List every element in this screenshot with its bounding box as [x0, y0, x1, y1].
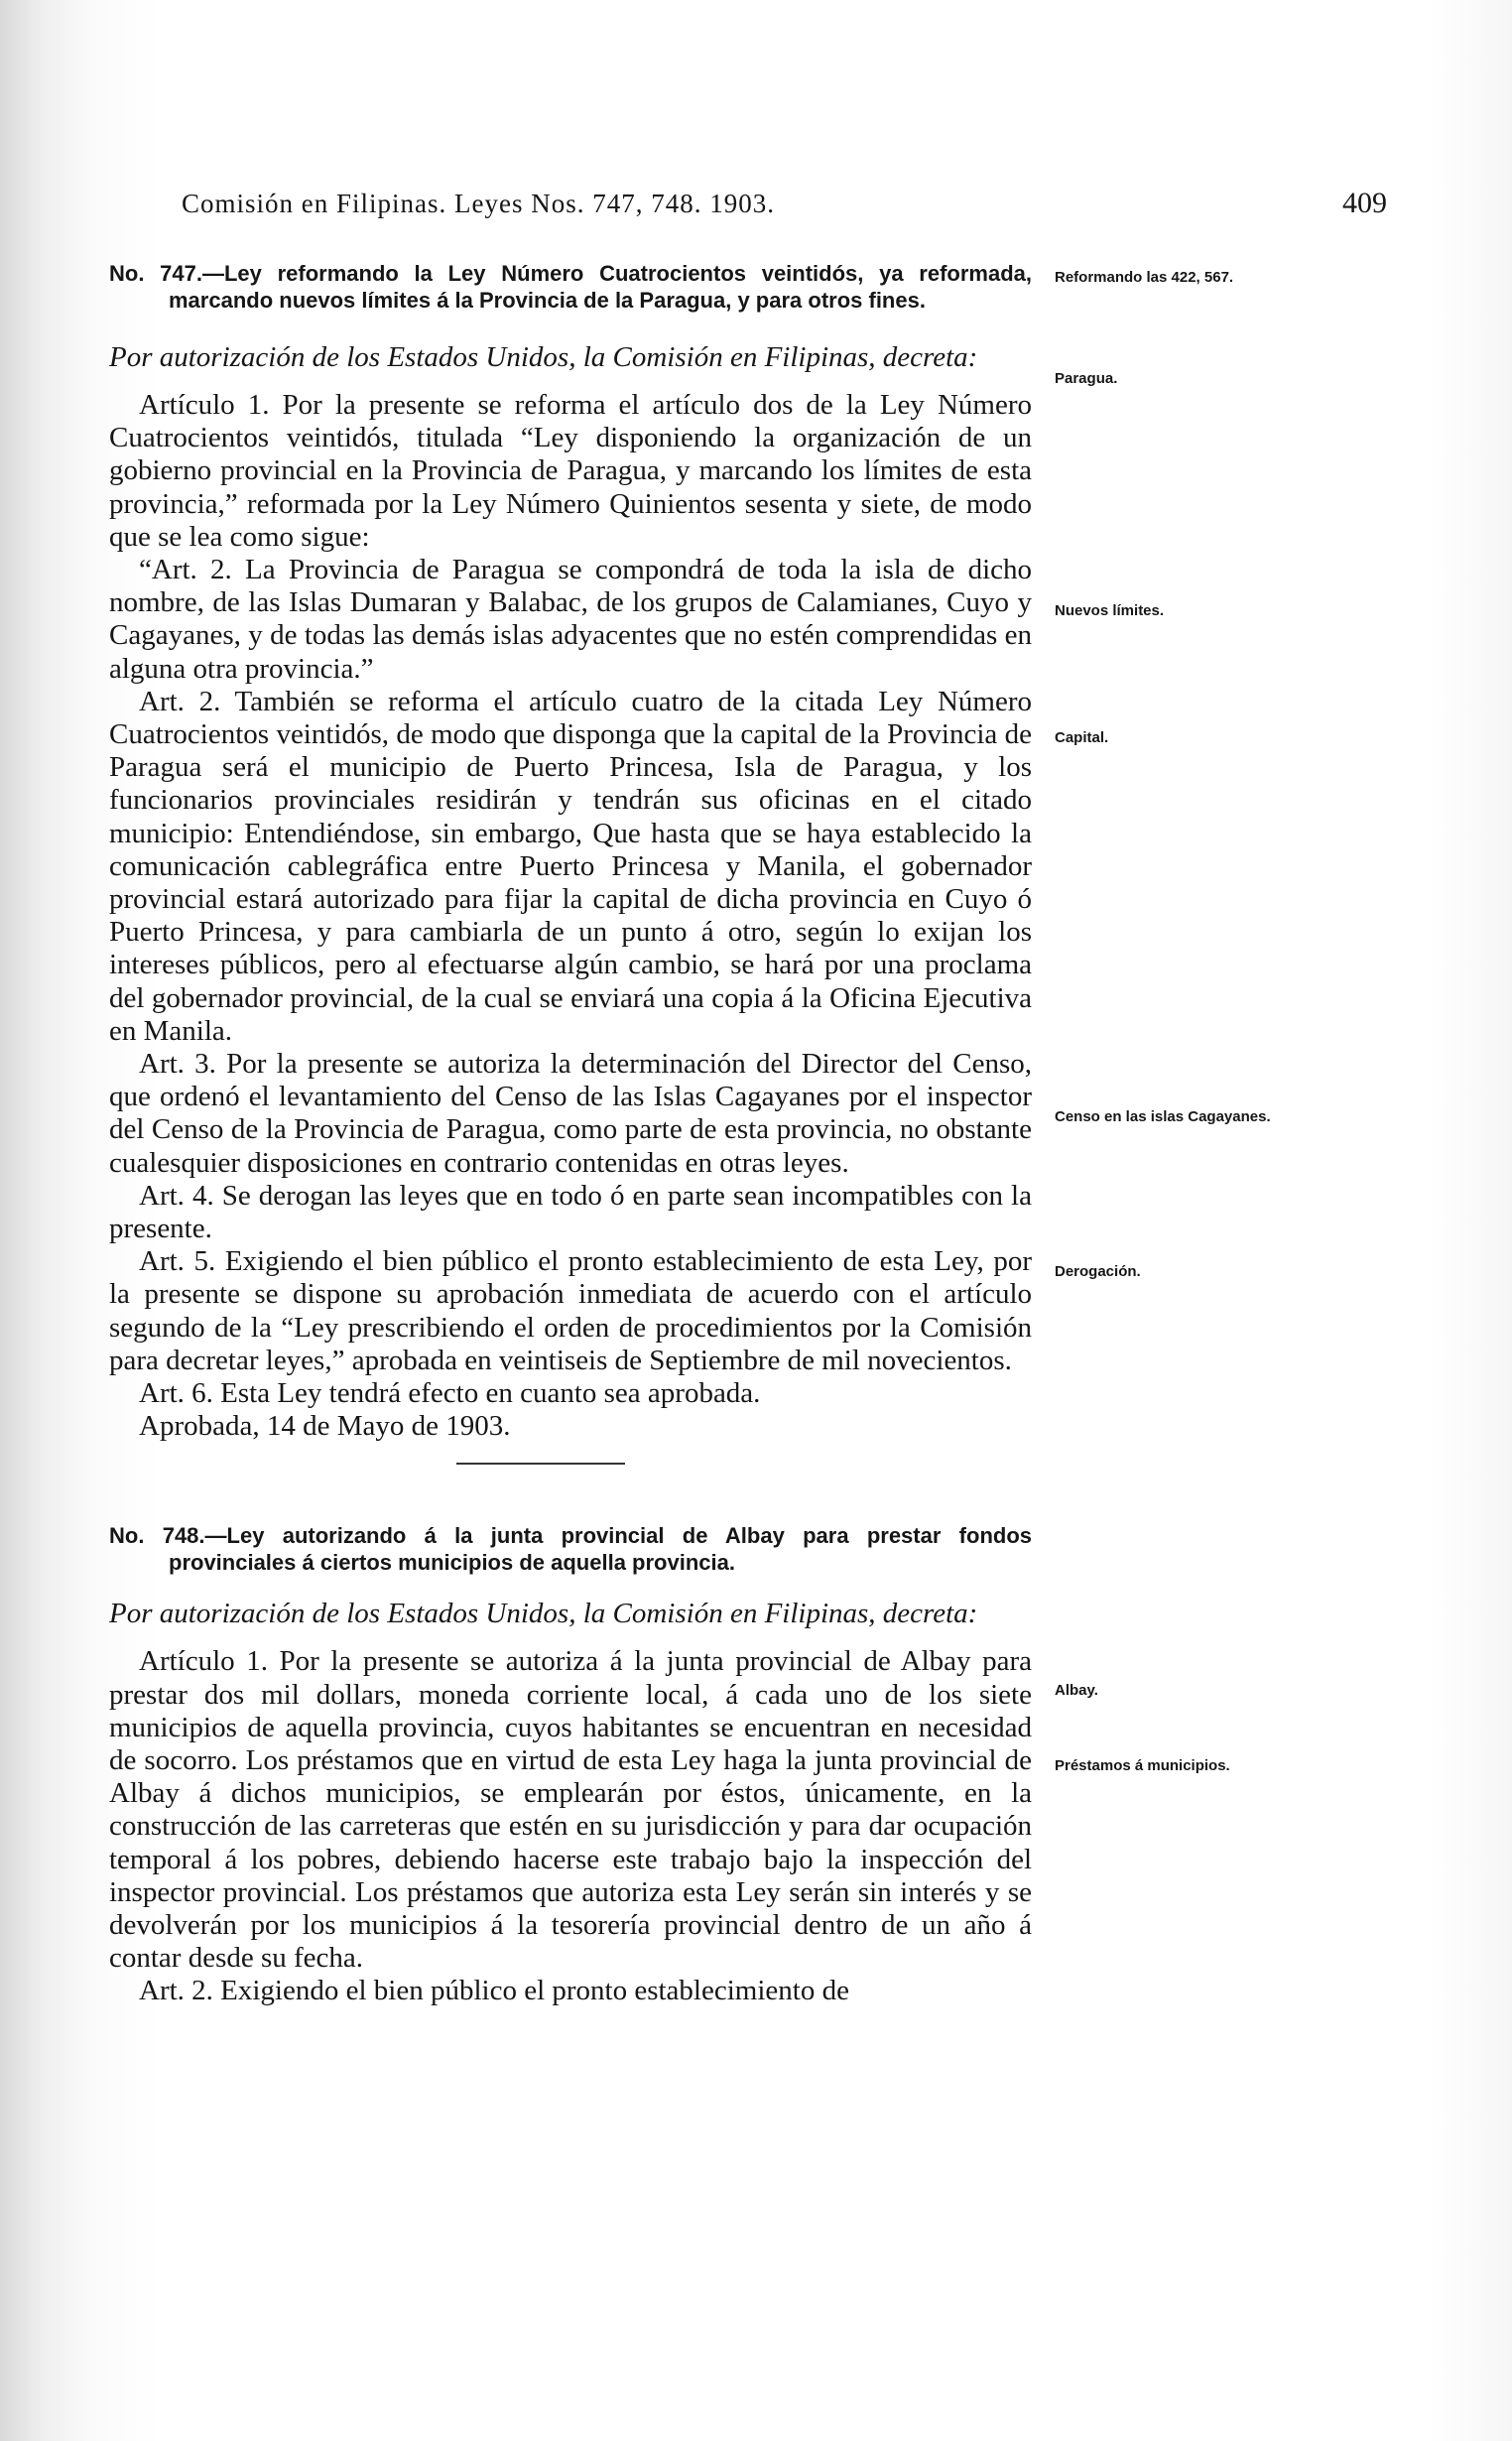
law-747-approval: Aprobada, 14 de Mayo de 1903. — [139, 1410, 511, 1443]
law-747-quoted-article-2: “Art. 2. La Provincia de Paragua se compondrá de toda la isla de dicho nombre, de las Islas Dumaran y Balabac, de los grupos de Calamianes, Cuyo y Cagayanes, y de todas las demás islas adyacentes que no estén comprendidas en alguna otra provincia.” — [109, 554, 1032, 685]
law-748 — [109, 1522, 1032, 2007]
law-747-article-6: Art. 6. Esta Ley tendrá efecto en cuanto sea aprobada. — [139, 1377, 761, 1410]
margin-note-paragua: Paragua. — [1055, 370, 1118, 387]
page-number: 409 — [1342, 187, 1387, 219]
margin-note-capital: Capital. — [1055, 729, 1109, 746]
law-747-heading: No. 747.—Ley reformando la Ley Número Cuatrocientos veintidós, ya reformada, marcando nuevos límites á la Provincia de la Paragua, y para otros fines. — [109, 261, 1032, 313]
margin-note-albay: Albay. — [1055, 1682, 1098, 1699]
margin-note-derogacion: Derogación. — [1055, 1263, 1141, 1280]
law-748-article-2: Art. 2. Exigiendo el bien público el pronto establecimiento de — [139, 1975, 849, 2007]
law-748-article-1: Artículo 1. Por la presente se autoriza á la junta provincial de Albay para prestar dos mil dollars, moneda corriente local, á cada uno de los siete municipios de aquella provincia, cuyos habitantes se encuentran en necesidad de socorro. Los préstamos que en virtud de esta Ley haga la junta provincial de Albay á dichos municipios, se emplearán por éstos, únicamente, en la construcción de las carreteras que estén en su jurisdicción y para dar ocupación temporal á los pobres, debiendo hacerse este trabajo bajo la inspección del inspector provincial. Los préstamos que autoriza esta Ley serán sin interés y se devolverán por los municipios á la tesorería provincial dentro de un año á contar desde su fecha. — [109, 1645, 1032, 1975]
running-head: Comisión en Filipinas. Leyes Nos. 747, 748. 1903. — [182, 189, 775, 218]
law-748-enactment: Por autorización de los Estados Unidos, la Comisión en Filipinas, decreta: — [109, 1598, 978, 1630]
law-747-article-3: Art. 3. Por la presente se autoriza la determinación del Director del Censo, que ordenó el levantamiento del Censo de las Islas Cagayanes por el inspector del Censo de la Provincia de Paragua, como parte de esta provincia, no obstante cualesquier disposiciones en contrario contenidas en otras leyes. — [109, 1048, 1032, 1179]
law-747-enactment: Por autorización de los Estados Unidos, la Comisión en Filipinas, decreta: — [109, 341, 978, 373]
law-748-heading: No. 748.—Ley autorizando á la junta provincial de Albay para prestar fondos provinciales á ciertos municipios de aquella provincia. — [109, 1523, 1032, 1576]
margin-note-prestamos: Préstamos á municipios. — [1055, 1757, 1230, 1774]
margin-note-reformando: Reformando las 422, 567. — [1055, 269, 1234, 286]
law-747 — [109, 260, 1032, 1465]
margin-note-censo: Censo en las islas Cagayanes. — [1055, 1108, 1271, 1125]
margin-notes — [1055, 0, 1298, 2441]
law-747-article-4: Art. 4. Se derogan las leyes que en todo ó en parte sean incompatibles con la presente. — [109, 1179, 1032, 1245]
section-divider — [456, 1463, 625, 1465]
law-747-article-5: Art. 5. Exigiendo el bien público el pronto establecimiento de esta Ley, por la presente se dispone su aprobación inmediata de acuerdo con el artículo segundo de la “Ley prescribiendo el orden de procedimientos por la Comisión para decretar leyes,” aprobada en veintiseis de Septiembre de mil novecientos. — [109, 1245, 1032, 1376]
law-747-article-1: Artículo 1. Por la presente se reforma el artículo dos de la Ley Número Cuatrocientos veintidós, titulada “Ley disponiendo la organización de un gobierno provincial en la Provincia de Paragua, y marcando los límites de esta provincia,” reformada por la Ley Número Quinientos sesenta y siete, de modo que se lea como sigue: — [109, 389, 1032, 553]
main-text — [109, 260, 1032, 2008]
law-747-article-2: Art. 2. También se reforma el artículo cuatro de la citada Ley Número Cuatrocientos veintidós, de modo que disponga que la capital de la Provincia de Paragua será el municipio de Puerto Princesa, Isla de Paragua, y los funcionarios provinciales residirán y tendrán sus oficinas en el citado municipio: Entendiéndose, sin embargo, Que hasta que se haya establecido la comunicación cablegráfica entre Puerto Princesa y Manila, el gobernador provincial estará autorizado para fijar la capital de dicha provincia en Cuyo ó Puerto Princesa, y para cambiarla de un punto á otro, según lo exijan los intereses públicos, pero al efectuarse algún cambio, se hará por una proclama del gobernador provincial, de la cual se enviará una copia á la Oficina Ejecutiva en Manila. — [109, 685, 1032, 1047]
margin-note-nuevos-limites: Nuevos límites. — [1055, 602, 1165, 619]
